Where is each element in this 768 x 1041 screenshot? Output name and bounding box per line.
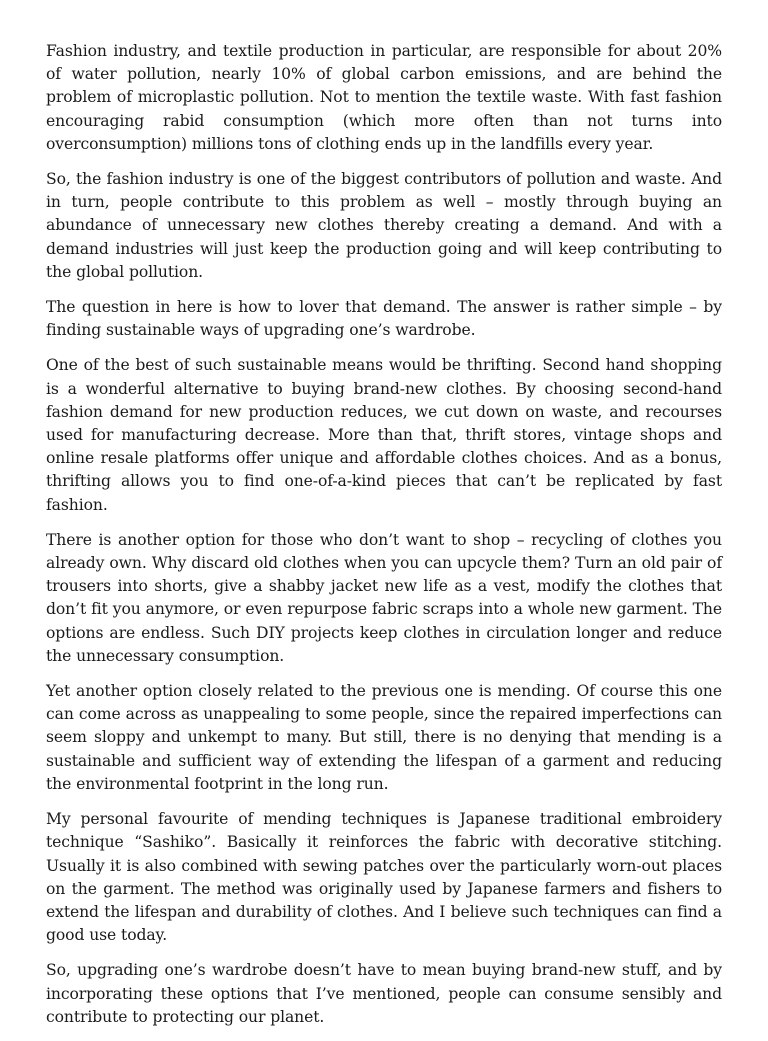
- paragraph-7: My personal favourite of mending techniques is Japanese traditional embroidery technique “Sashiko”. Basically it reinforces the fabric with decorative stitching. Usually it is also combined with sewing patches over the particularly worn-out places on the garment. The method was originally used by Japanese farmers and fishers to extend the lifespan and durability of clothes. And I believe such techniques can find a good use today.: [46, 810, 722, 945]
- paragraph-8: So, upgrading one’s wardrobe doesn’t have to mean buying brand-new stuff, and by incorporating these options that I’ve mentioned, people can consume sensibly and contribute to protecting our planet.: [46, 961, 722, 1026]
- paragraph-1: Fashion industry, and textile production in particular, are responsible for about 20% of water pollution, nearly 10% of global carbon emissions, and are behind the problem of microplastic pollution. Not to mention the textile waste. With fast fashion encouraging rabid consumption (which more often than not turns into overconsumption) millions tons of clothing ends up in the landfills every year.: [46, 42, 722, 153]
- document-body: [46, 40, 722, 1041]
- paragraph-5: There is another option for those who don’t want to shop – recycling of clothes you already own. Why discard old clothes when you can upcycle them? Turn an old pair of trousers into shorts, give a shabby jacket new life as a vest, modify the clothes that don’t fit you anymore, or even repurpose fabric scraps into a whole new garment. The options are endless. Such DIY projects keep clothes in circulation longer and reduce the unnecessary consumption.: [46, 530, 722, 665]
- paragraph-6: Yet another option closely related to the previous one is mending. Of course this one can come across as unappealing to some people, since the repaired imperfections can seem sloppy and unkempt to many. But still, there is no denying that mending is a sustainable and sufficient way of extending the lifespan of a garment and reducing the environmental footprint in the long run.: [46, 682, 722, 793]
- paragraph-2: So, the fashion industry is one of the biggest contributors of pollution and waste. And in turn, people contribute to this problem as well – mostly through buying an abundance of unnecessary new clothes thereby creating a demand. And with a demand industries will just keep the production going and will keep contributing to the global pollution.: [46, 170, 722, 281]
- paragraph-3: The question in here is how to lover that demand. The answer is rather simple – by finding sustainable ways of upgrading one’s wardrobe.: [46, 298, 722, 340]
- paragraph-4: One of the best of such sustainable means would be thrifting. Second hand shopping is a wonderful alternative to buying brand-new clothes. By choosing second-hand fashion demand for new production reduces, we cut down on waste, and recourses used for manufacturing decrease. More than that, thrift stores, vintage shops and online resale platforms offer unique and affordable clothes choices. And as a bonus, thrifting allows you to find one-of-a-kind pieces that can’t be replicated by fast fashion.: [46, 356, 722, 514]
